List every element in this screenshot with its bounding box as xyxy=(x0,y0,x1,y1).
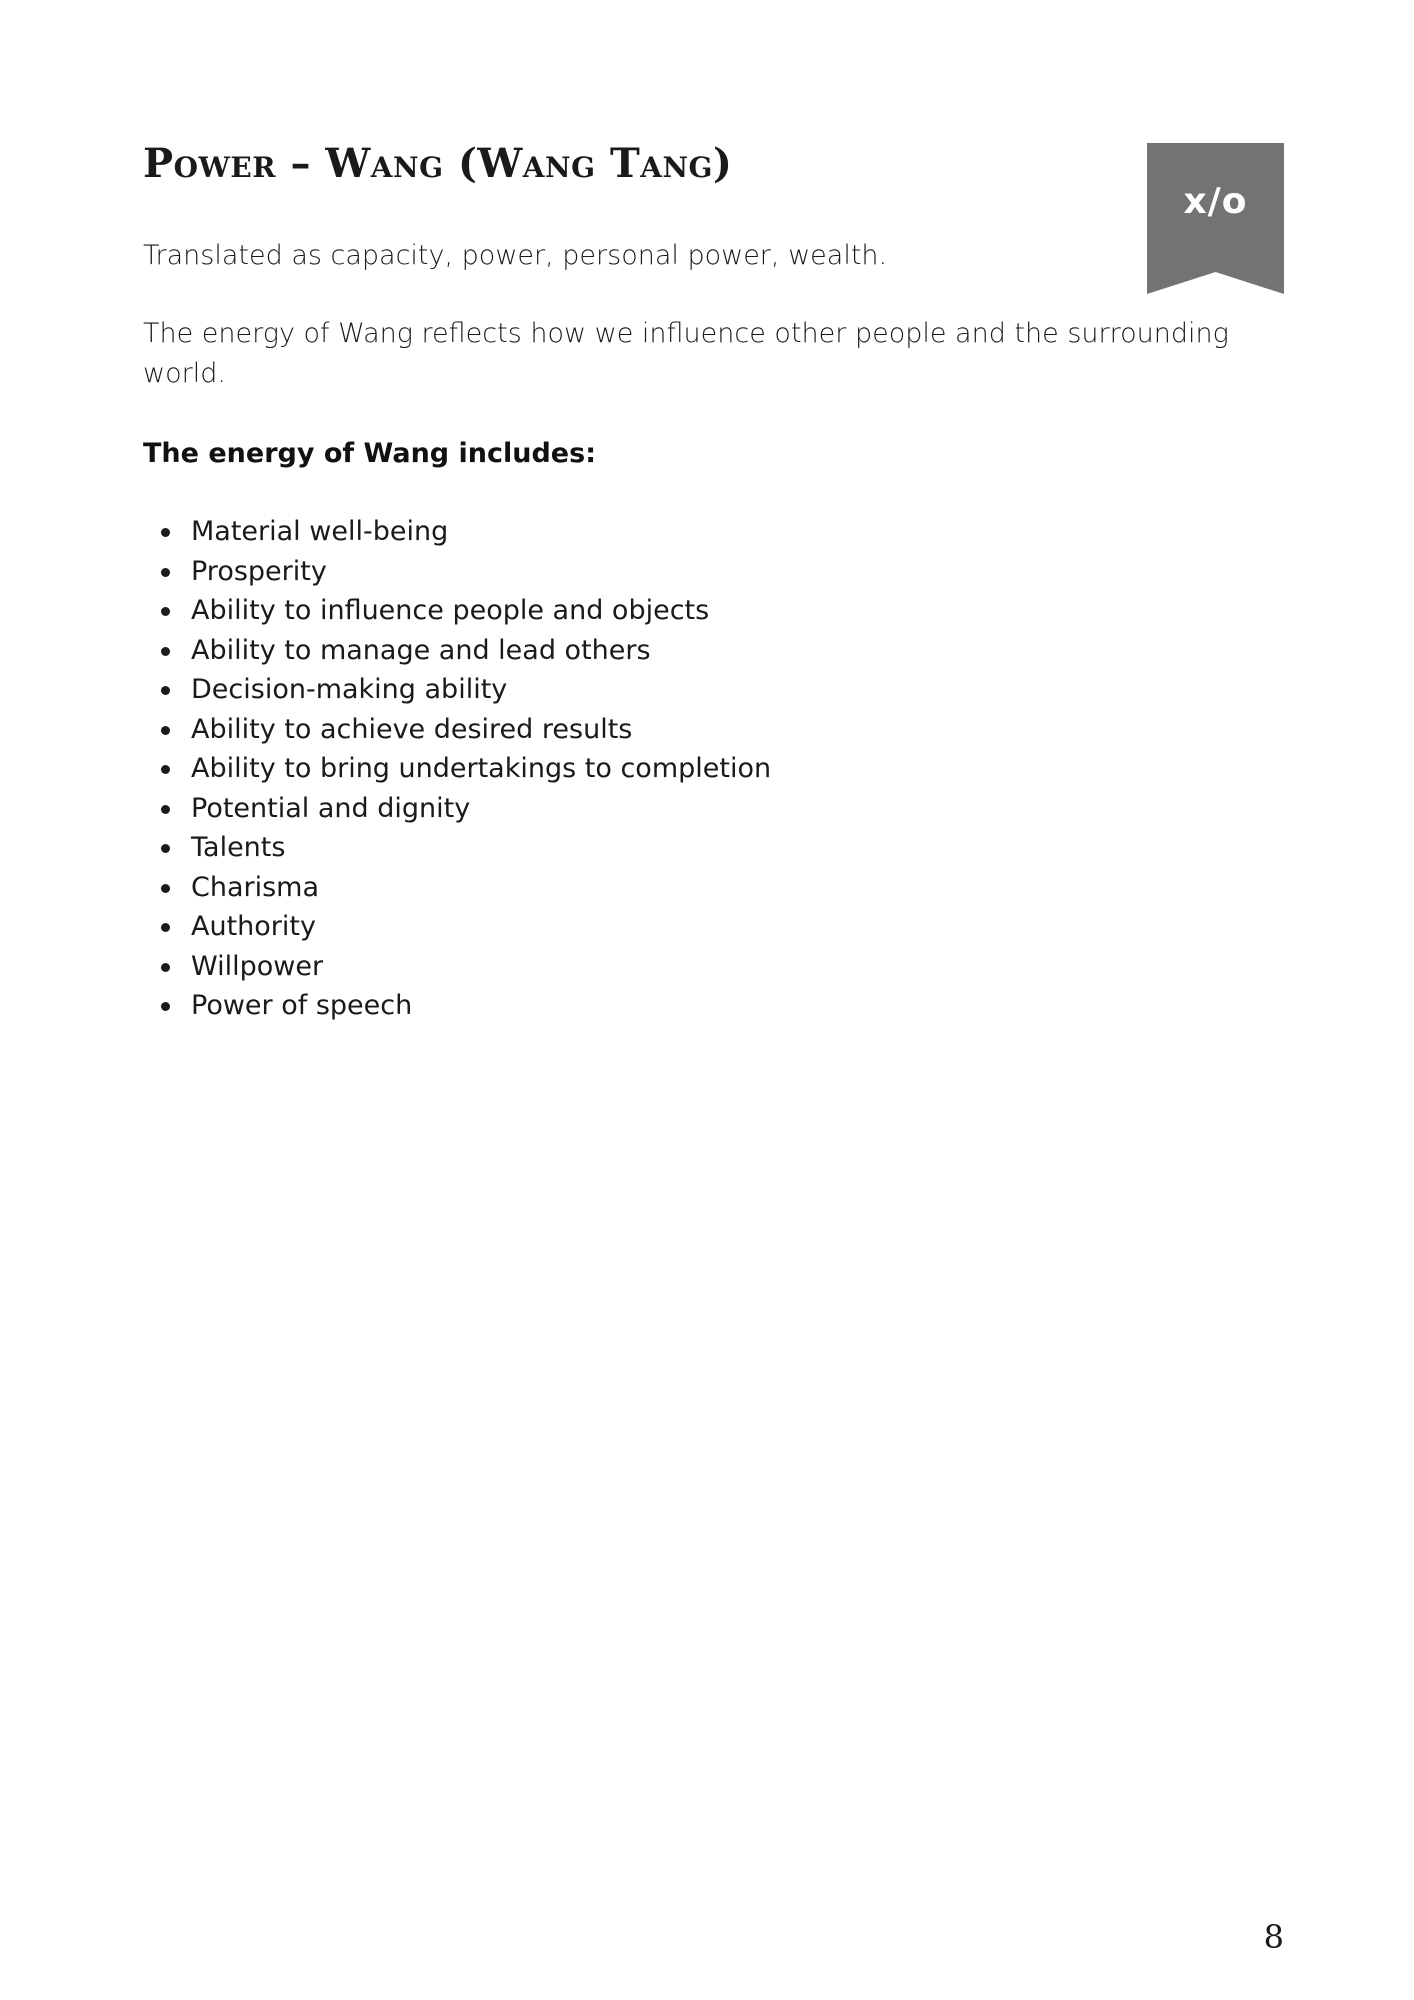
list-item-label: Material well-being xyxy=(191,516,449,547)
bullet-icon xyxy=(161,844,170,853)
list-item xyxy=(143,591,771,631)
bullet-icon xyxy=(161,726,170,735)
list-item-label: Ability to achieve desired results xyxy=(191,713,633,745)
page-number: 8 xyxy=(1263,1918,1284,1956)
list-item xyxy=(143,749,771,789)
list-item xyxy=(143,710,771,750)
list-item-label: Ability to influence people and objects xyxy=(191,595,710,626)
page-title: Power – Wang (Wang Tang) xyxy=(143,140,733,187)
list-item xyxy=(143,907,771,947)
bookmark-badge xyxy=(1147,143,1284,294)
description-paragraph: The energy of Wang reflects how we influence other people and the surrounding world. xyxy=(143,318,1229,389)
badge-label: x/o xyxy=(1183,181,1248,222)
list-item-label: Talents xyxy=(191,832,286,863)
bullet-icon xyxy=(161,765,170,774)
bullet-icon xyxy=(161,607,170,616)
list-item xyxy=(143,947,771,987)
list-item xyxy=(143,670,771,710)
list-item xyxy=(143,512,771,552)
bullet-icon xyxy=(161,963,170,972)
bullet-icon xyxy=(161,568,170,577)
list-item-label: Authority xyxy=(191,911,316,942)
list-item-label: Willpower xyxy=(191,950,324,982)
bullet-icon xyxy=(161,686,170,695)
bullet-icon xyxy=(161,923,170,932)
list-item-label: Decision-making ability xyxy=(191,674,508,705)
list-item xyxy=(143,868,771,908)
list-item xyxy=(143,789,771,829)
list-item xyxy=(143,986,771,1026)
list-heading: The energy of Wang includes: xyxy=(143,438,596,469)
list-item-label: Charisma xyxy=(191,871,320,903)
list-item xyxy=(143,631,771,671)
intro-paragraph: Translated as capacity, power, personal power, wealth. xyxy=(143,240,888,271)
list-item-label: Potential and dignity xyxy=(191,792,471,824)
list-item xyxy=(143,552,771,592)
list-item-label: Ability to bring undertakings to completion xyxy=(191,753,772,784)
list-item-label: Power of speech xyxy=(191,990,413,1021)
energy-list xyxy=(143,512,771,1026)
bullet-icon xyxy=(161,805,170,814)
bullet-icon xyxy=(161,528,170,537)
bullet-icon xyxy=(161,1002,170,1011)
bullet-icon xyxy=(161,884,170,893)
list-item-label: Prosperity xyxy=(191,555,327,587)
list-item xyxy=(143,828,771,868)
bullet-icon xyxy=(161,647,170,656)
list-item-label: Ability to manage and lead others xyxy=(191,634,651,666)
